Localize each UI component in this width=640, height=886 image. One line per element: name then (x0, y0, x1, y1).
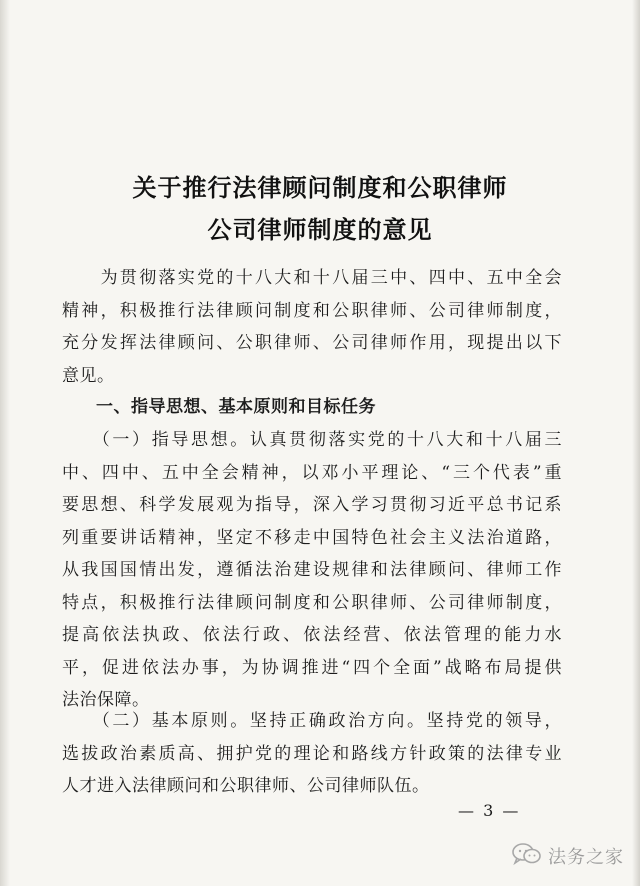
scan-shadow-right (632, 0, 640, 886)
document-title-line-2: 公司律师制度的意见 (207, 216, 433, 244)
text-line: 列重要讲话精神，坚定不移走中国特色社会主义法治道路， (62, 527, 562, 548)
text-line: 特点，积极推行法律顾问制度和公职律师、公司律师制度， (62, 592, 562, 613)
scan-shadow-left (0, 0, 10, 886)
document-title-line-1: 关于推行法律顾问制度和公职律师 (132, 174, 508, 202)
text-line: 精神，积极推行法律顾问制度和公职律师、公司律师制度， (62, 300, 562, 321)
text-line: 平，促进依法办事，为协调推进“四个全面”战略布局提供 (62, 657, 562, 678)
intro-paragraph (62, 262, 562, 392)
text-line: 要思想、科学发展观为指导，深入学习贯彻习近平总书记系 (62, 495, 562, 515)
text-line: 中、四中、五中全会精神，以邓小平理论、“三个代表”重 (62, 462, 562, 483)
text-line: 人才进入法律顾问和公职律师、公司律师队伍。 (62, 776, 430, 796)
text-line: 从我国国情出发，遵循法治建设规律和法律顾问、律师工作 (62, 560, 562, 580)
text-line: 提高依法执政、依法行政、依法经营、依法管理的能力水 (62, 625, 562, 645)
section-1-paragraph (62, 424, 562, 717)
text-line: （二）基本原则。坚持正确政治方向。坚持党的领导， (62, 711, 562, 731)
text-line: 充分发挥法律顾问、公职律师、公司律师作用，现提出以下 (62, 333, 562, 353)
text-line: 法治保障。 (62, 690, 150, 710)
page-number: — 3 — (458, 801, 521, 820)
section-2-paragraph (62, 705, 562, 803)
wechat-icon (512, 842, 542, 870)
text-line: 为贯彻落实党的十八大和十八届三中、四中、五中全会 (62, 268, 562, 288)
watermark (512, 842, 624, 870)
text-line: 选拔政治素质高、拥护党的理论和路线方针政策的法律专业 (62, 743, 562, 764)
watermark-text: 法务之家 (548, 847, 624, 868)
section-heading: 一、指导思想、基本原则和目标任务 (96, 397, 376, 417)
text-line: 意见。 (62, 365, 115, 386)
text-line: （一）指导思想。认真贯彻落实党的十八大和十八届三 (62, 430, 562, 450)
